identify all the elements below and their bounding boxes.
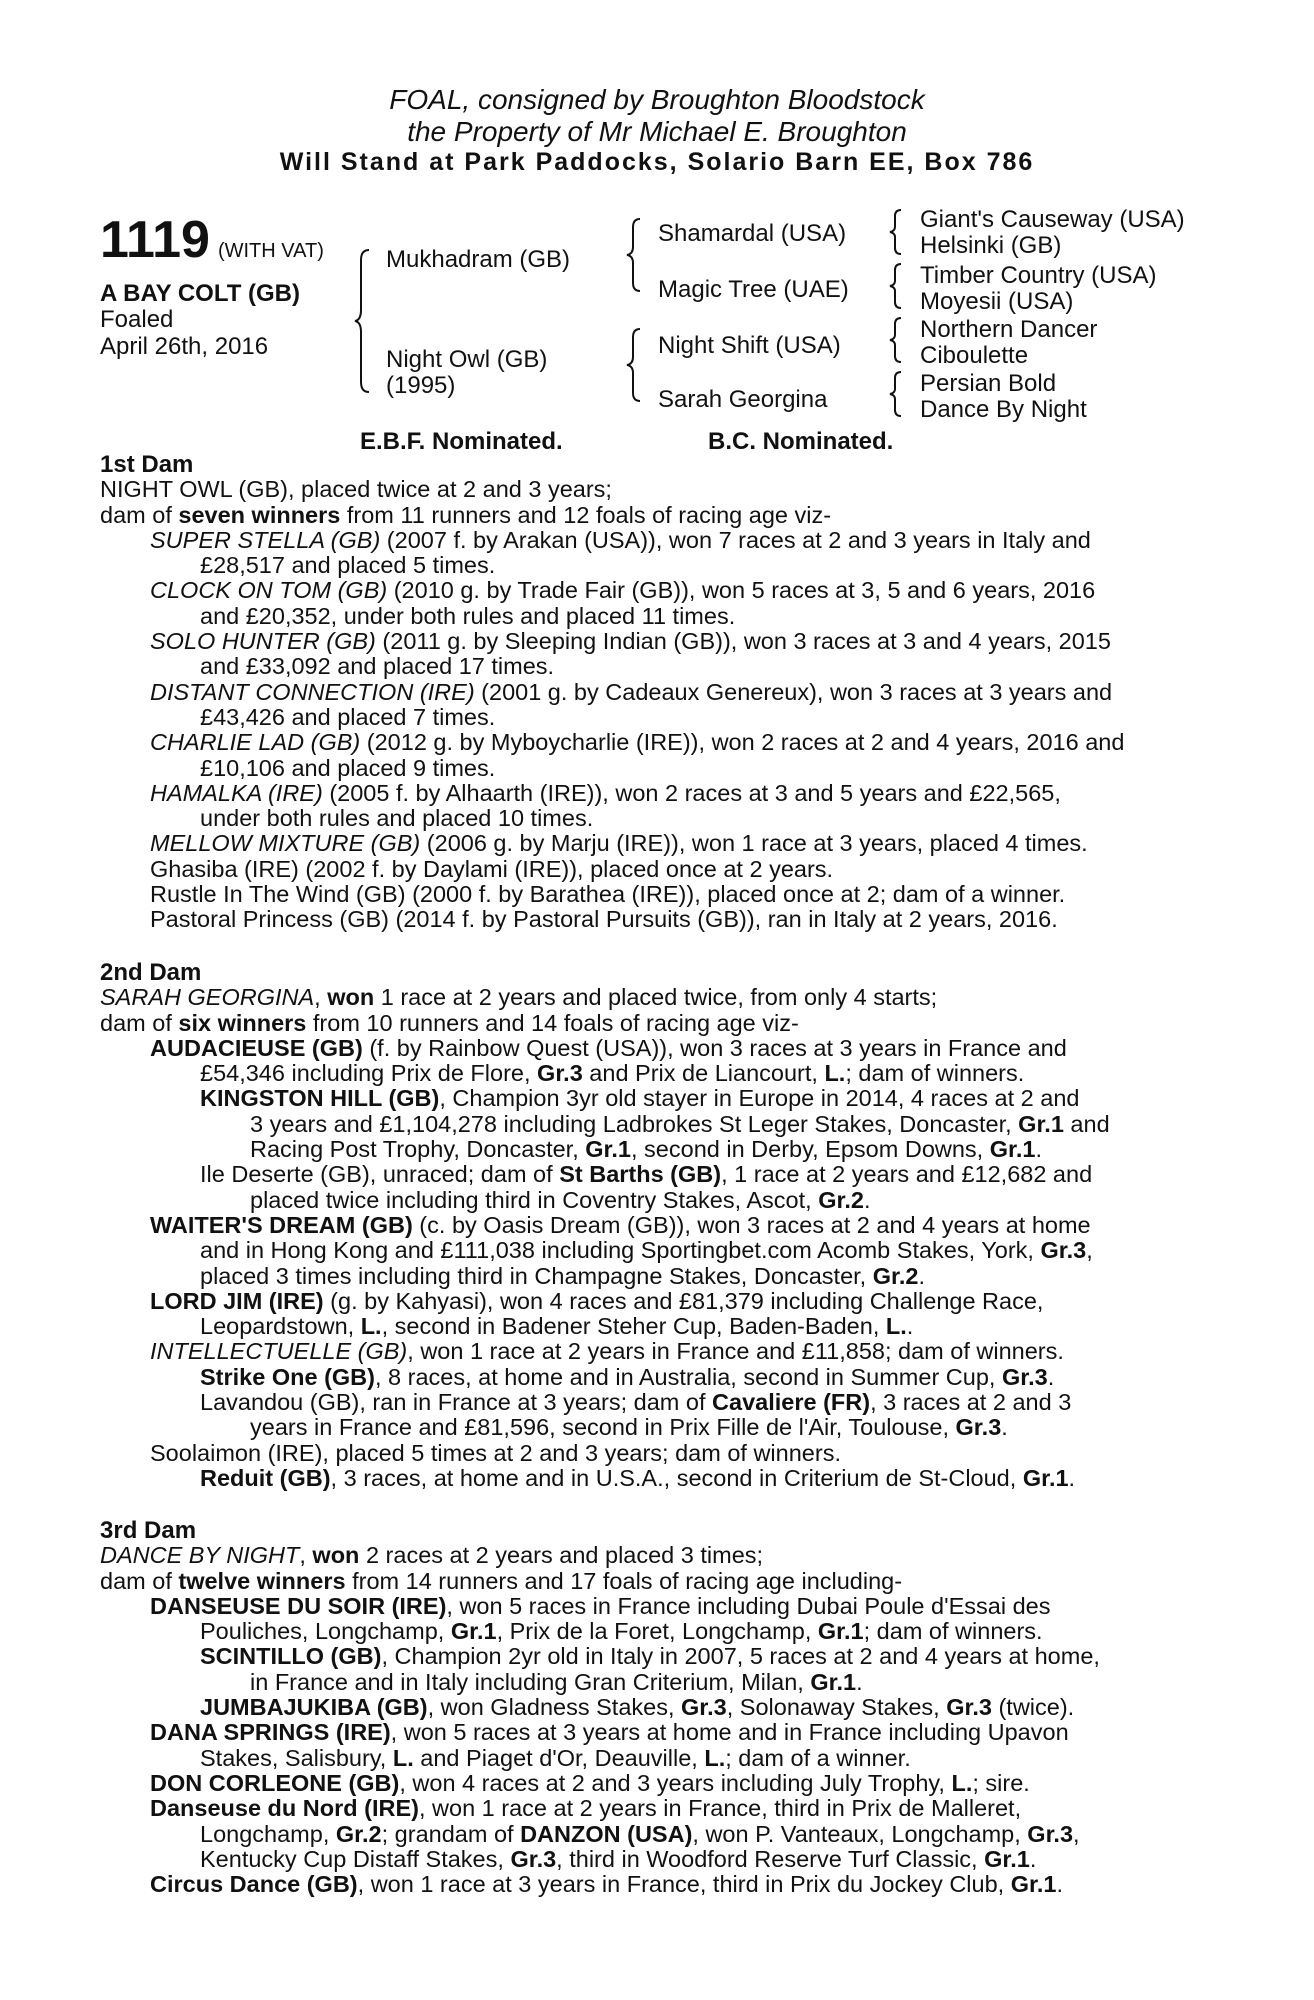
produce-entry <box>100 1796 1200 1821</box>
dam-year: (1995) <box>386 372 456 399</box>
grade: Gr.1 <box>1022 1464 1069 1491</box>
text: (2010 g. by Trade Fair (GB)), won 5 races at 3, 5 and 6 years, 2016 <box>387 577 1096 604</box>
text: ; grandam of <box>381 1820 521 1847</box>
text: (twice). <box>991 1694 1075 1721</box>
produce-entry <box>100 528 1200 553</box>
produce-entry: Soolaimon (IRE), placed 5 times at 2 and 3 years; dam of winners. <box>150 1439 841 1466</box>
winners-count: seven winners <box>178 501 341 528</box>
grade: L. <box>392 1744 414 1771</box>
produce-entry: Ghasiba (IRE) (2002 f. by Daylami (IRE)), placed once at 2 years. <box>150 855 834 882</box>
grade: Gr.3 <box>537 1060 583 1087</box>
text: (2001 g. by Cadeaux Genereux), won 3 races at 3 years and <box>474 678 1113 705</box>
stand-location: Will Stand at Park Paddocks, Solario Barn EE, Box 786 <box>279 148 1035 176</box>
dam-produce-summary <box>100 1011 1200 1036</box>
horse-name: DANCE BY NIGHT <box>100 1542 300 1569</box>
produce-entry <box>100 781 1200 806</box>
grandchild-entry <box>100 1086 1200 1111</box>
dam-produce-summary <box>100 1569 1200 1594</box>
text: ; dam of winners. <box>863 1618 1043 1645</box>
text: , <box>1086 1237 1093 1264</box>
grandchild-entry <box>100 1644 1200 1669</box>
grandsire-6: Ciboulette <box>920 342 1029 369</box>
produce-entry-cont <box>100 1619 1200 1644</box>
text: and in Hong Kong and £111,038 including Sportingbet.com Acomb Stakes, York, <box>200 1237 1041 1264</box>
grade: Gr.1 <box>810 1668 857 1695</box>
horse-name: DANZON (USA) <box>520 1820 693 1847</box>
text: , won 1 race at 3 years in France, third in Prix du Jockey Club, <box>357 1871 1011 1898</box>
horse-name: DON CORLEONE (GB) <box>150 1769 400 1796</box>
grade: Gr.2 <box>872 1262 919 1289</box>
text: Kentucky Cup Distaff Stakes, <box>200 1845 511 1872</box>
grade: Gr.3 <box>955 1414 1002 1441</box>
horse-name: SARAH GEORGINA <box>100 984 315 1011</box>
text: . <box>1047 1363 1055 1390</box>
produce-entry <box>100 1771 1200 1796</box>
text: Pouliches, Longchamp, <box>200 1618 451 1645</box>
grade: Gr.3 <box>681 1694 727 1721</box>
text: , <box>1073 1820 1080 1847</box>
produce-entry-cont <box>100 1847 1200 1872</box>
horse-name: CLOCK ON TOM (GB) <box>150 577 388 604</box>
produce-entry-cont <box>100 1238 1200 1263</box>
grandchild-entry <box>100 1466 1200 1491</box>
grade: Gr.1 <box>585 1136 631 1163</box>
grade: Gr.1 <box>1018 1110 1064 1137</box>
produce-entry-cont: £28,517 and placed 5 times. <box>200 552 496 579</box>
text: (c. by Oasis Dream (GB)), won 3 races at 2 and 4 years at home <box>412 1211 1091 1238</box>
horse-name: JUMBAJUKIBA (GB) <box>200 1694 428 1721</box>
grade: Gr.3 <box>946 1694 992 1721</box>
grade: L. <box>360 1313 382 1340</box>
dam-sire: Night Shift (USA) <box>658 332 841 359</box>
horse-name: CHARLIE LAD (GB) <box>150 729 361 756</box>
text: , 3 races, at home and in U.S.A., second in Criterium de St-Cloud, <box>330 1464 1023 1491</box>
text: in France and in Italy including Gran Criterium, Milan, <box>250 1668 811 1695</box>
dam-intro: NIGHT OWL (GB), placed twice at 2 and 3 years; <box>100 476 612 503</box>
text: ; sire. <box>972 1769 1030 1796</box>
text: dam of <box>100 1009 179 1036</box>
produce-entry-cont <box>100 1822 1200 1847</box>
text: 2 races at 2 years and placed 3 times; <box>359 1542 764 1569</box>
lot-number <box>100 210 324 270</box>
grandchild-entry-cont <box>100 1112 1200 1137</box>
grandsire-4: Moyesii (USA) <box>920 288 1074 315</box>
text: (2012 g. by Myboycharlie (IRE)), won 2 races at 2 and 4 years, 2016 and <box>360 729 1125 756</box>
horse-name: St Barths (GB) <box>559 1161 722 1188</box>
text: , second in Derby, Epsom Downs, <box>631 1136 990 1163</box>
pedigree-brace-g3 <box>890 316 904 364</box>
grade: L. <box>885 1313 907 1340</box>
vat-note: (WITH VAT) <box>217 240 324 262</box>
bc-nominated: B.C. Nominated. <box>708 428 894 455</box>
text: , Champion 2yr old in Italy in 2007, 5 races at 2 and 4 years at home, <box>381 1643 1100 1670</box>
text: , Solonaway Stakes, <box>726 1694 947 1721</box>
lot-title: A BAY COLT (GB) <box>100 280 301 307</box>
grandsire-2: Helsinki (GB) <box>920 232 1062 259</box>
horse-name: SCINTILLO (GB) <box>200 1643 382 1670</box>
first-dam-section <box>100 452 1200 933</box>
produce-entry <box>100 1872 1200 1897</box>
text: , won 1 race at 2 years in France, third in Prix de Malleret, <box>418 1795 1022 1822</box>
grandsire-7: Persian Bold <box>920 370 1057 397</box>
grade: L. <box>824 1060 846 1087</box>
horse-name: DANA SPRINGS (IRE) <box>150 1719 391 1746</box>
text: from 10 runners and 14 foals of racing age viz- <box>306 1009 799 1036</box>
produce-entry-cont <box>100 1314 1200 1339</box>
text: (g. by Kahyasi), won 4 races and £81,379 including Challenge Race, <box>323 1287 1044 1314</box>
text: . <box>863 1186 871 1213</box>
text: , Champion 3yr old stayer in Europe in 2014, 4 races at 2 and <box>439 1085 1080 1112</box>
produce-entry-cont: and £20,352, under both rules and placed 11 times. <box>200 602 736 629</box>
text: , won Gladness Stakes, <box>427 1694 682 1721</box>
text: ; dam of winners. <box>845 1060 1025 1087</box>
text: , won 5 races in France including Dubai Poule d'Essai des <box>446 1592 1051 1619</box>
winners-count: twelve winners <box>178 1567 346 1594</box>
text: and Piaget d'Or, Deauville, <box>413 1744 705 1771</box>
grandsire-1: Giant's Causeway (USA) <box>920 206 1185 233</box>
text: , 8 races, at home and in Australia, second in Summer Cup, <box>374 1363 1002 1390</box>
section-heading: 3rd Dam <box>100 1517 197 1544</box>
horse-name: SOLO HUNTER (GB) <box>150 628 376 655</box>
grandchild-entry-cont <box>100 1415 1200 1440</box>
text: (2011 g. by Sleeping Indian (GB)), won 3 races at 3 and 4 years, 2015 <box>375 628 1111 655</box>
pedigree-brace-main <box>355 248 375 394</box>
dam-intro <box>100 985 1200 1010</box>
consignor-line: FOAL, consigned by Broughton Bloodstock <box>389 84 925 115</box>
produce-entry <box>100 1339 1200 1364</box>
produce-entry-cont <box>100 1061 1200 1086</box>
text: , <box>314 984 328 1011</box>
lot-number-value: 1119 <box>100 211 210 269</box>
second-dam-section <box>100 960 1200 1491</box>
sire: Mukhadram (GB) <box>386 246 571 273</box>
text: Lavandou (GB), ran in France at 3 years; dam of <box>200 1389 713 1416</box>
grandchild-entry-cont <box>100 1670 1200 1695</box>
text: . <box>856 1668 863 1695</box>
grade: Gr.3 <box>1001 1363 1048 1390</box>
dam-dam: Sarah Georgina <box>658 386 828 413</box>
third-dam-section <box>100 1518 1200 1897</box>
horse-name: INTELLECTUELLE (GB) <box>150 1338 408 1365</box>
horse-name: Cavaliere (FR) <box>712 1389 871 1416</box>
text: , <box>299 1542 313 1569</box>
grandsire-5: Northern Dancer <box>920 316 1098 343</box>
text: . <box>1001 1414 1008 1441</box>
text: , second in Badener Steher Cup, Baden-Baden, <box>381 1313 886 1340</box>
text: , 3 races at 2 and 3 <box>870 1389 1072 1416</box>
text: , Prix de la Foret, Longchamp, <box>496 1618 818 1645</box>
grandchild-entry <box>100 1390 1200 1415</box>
grade: Gr.3 <box>510 1845 557 1872</box>
text: , won P. Vanteaux, Longchamp, <box>692 1820 1028 1847</box>
horse-name: HAMALKA (IRE) <box>150 779 323 806</box>
horse-name: DANSEUSE DU SOIR (IRE) <box>150 1592 447 1619</box>
text: . <box>1056 1871 1063 1898</box>
grade: Gr.1 <box>450 1618 497 1645</box>
foaled-date: April 26th, 2016 <box>100 333 269 360</box>
text: Leopardstown, <box>200 1313 361 1340</box>
text: (2006 g. by Marju (IRE)), won 1 race at 3 years, placed 4 times. <box>420 830 1088 857</box>
text: 3 years and £1,104,278 including Ladbrokes St Leger Stakes, Doncaster, <box>250 1110 1019 1137</box>
produce-entry <box>100 730 1200 755</box>
pedigree-brace-g4 <box>890 370 904 418</box>
produce-entry-cont: £10,106 and placed 9 times. <box>200 754 496 781</box>
text: Ile Deserte (GB), unraced; dam of <box>200 1161 560 1188</box>
produce-entry: Pastoral Princess (GB) (2014 f. by Pastoral Pursuits (GB)), ran in Italy at 2 years, 2016. <box>150 906 1058 933</box>
produce-entry-cont: under both rules and placed 10 times. <box>200 805 594 832</box>
text: (2007 f. by Arakan (USA)), won 7 races at 2 and 3 years in Italy and <box>380 526 1091 553</box>
text: dam of <box>100 1567 179 1594</box>
pedigree-brace-sire <box>627 217 645 293</box>
horse-name: Reduit (GB) <box>200 1464 331 1491</box>
grandchild-entry-cont <box>100 1188 1200 1213</box>
grandchild-entry <box>100 1365 1200 1390</box>
produce-entry <box>100 578 1200 603</box>
ebf-nominated: E.B.F. Nominated. <box>360 428 563 455</box>
produce-entry <box>100 831 1200 856</box>
text: years in France and £81,596, second in Prix Fille de l'Air, Toulouse, <box>250 1414 956 1441</box>
text: placed twice including third in Coventry Stakes, Ascot, <box>250 1186 819 1213</box>
produce-entry: Rustle In The Wind (GB) (2000 f. by Barathea (IRE)), placed once at 2; dam of a winner. <box>150 881 1066 908</box>
text: . <box>1035 1136 1043 1163</box>
won-text: won <box>327 984 375 1011</box>
horse-name: WAITER'S DREAM (GB) <box>150 1211 413 1238</box>
section-heading: 2nd Dam <box>100 959 202 986</box>
grade: Gr.1 <box>817 1618 864 1645</box>
text: (f. by Rainbow Quest (USA)), won 3 races at 3 years in France and <box>362 1034 1067 1061</box>
horse-name: KINGSTON HILL (GB) <box>200 1085 440 1112</box>
grade: L. <box>951 1769 973 1796</box>
dam: Night Owl (GB) <box>386 346 548 373</box>
horse-name: Circus Dance (GB) <box>150 1871 358 1898</box>
produce-entry <box>100 1289 1200 1314</box>
sire-dam: Magic Tree (UAE) <box>658 276 849 303</box>
grade: Gr.1 <box>989 1136 1036 1163</box>
grade: Gr.3 <box>1040 1237 1087 1264</box>
text: (2005 f. by Alhaarth (IRE)), won 2 races at 3 and 5 years and £22,565, <box>322 779 1061 806</box>
text: from 11 runners and 12 foals of racing age viz- <box>340 501 832 528</box>
dam-produce-summary <box>100 503 1200 528</box>
grandsire-8: Dance By Night <box>920 396 1087 423</box>
horse-name: DISTANT CONNECTION (IRE) <box>150 678 475 705</box>
text: . <box>918 1262 925 1289</box>
grandchild-entry <box>100 1695 1200 1720</box>
grade: L. <box>704 1744 726 1771</box>
grade: Gr.1 <box>984 1845 1030 1872</box>
text: . <box>1068 1464 1076 1491</box>
section-heading: 1st Dam <box>100 451 194 478</box>
text: and Prix de Liancourt, <box>582 1060 825 1087</box>
text: , 1 race at 2 years and £12,682 and <box>721 1161 1093 1188</box>
produce-entry <box>100 1036 1200 1061</box>
pedigree-brace-dam <box>627 327 645 403</box>
grade: Gr.2 <box>335 1820 382 1847</box>
text: , won 4 races at 2 and 3 years including July Trophy, <box>399 1769 952 1796</box>
text: Racing Post Trophy, Doncaster, <box>250 1136 586 1163</box>
produce-entry-cont <box>100 1746 1200 1771</box>
property-line: the Property of Mr Michael E. Broughton <box>407 116 907 147</box>
grade: Gr.1 <box>1010 1871 1057 1898</box>
horse-name: AUDACIEUSE (GB) <box>150 1034 363 1061</box>
text: , won 5 races at 3 years at home and in France including Upavon <box>390 1719 1069 1746</box>
grade: Gr.3 <box>1027 1820 1074 1847</box>
text: , third in Woodford Reserve Turf Classic, <box>556 1845 985 1872</box>
text: Longchamp, <box>200 1820 336 1847</box>
pedigree-brace-g2 <box>890 262 904 310</box>
text: 1 race at 2 years and placed twice, from only 4 starts; <box>374 984 938 1011</box>
horse-name: LORD JIM (IRE) <box>150 1287 324 1314</box>
horse-name: Danseuse du Nord (IRE) <box>150 1795 419 1822</box>
foaled-label: Foaled <box>100 306 174 333</box>
produce-entry <box>100 1594 1200 1619</box>
text: . <box>906 1313 914 1340</box>
dam-intro <box>100 1543 1200 1568</box>
text: from 14 runners and 17 foals of racing age including- <box>345 1567 903 1594</box>
grade: Gr.2 <box>818 1186 864 1213</box>
produce-entry <box>100 629 1200 654</box>
text: £54,346 including Prix de Flore, <box>200 1060 538 1087</box>
horse-name: Strike One (GB) <box>200 1363 375 1390</box>
sire-sire: Shamardal (USA) <box>658 220 847 247</box>
grandchild-entry <box>100 1162 1200 1187</box>
produce-entry-cont: £43,426 and placed 7 times. <box>200 703 496 730</box>
horse-name: SUPER STELLA (GB) <box>150 526 381 553</box>
grandchild-entry-cont <box>100 1137 1200 1162</box>
text: ; dam of a winner. <box>725 1744 911 1771</box>
text: placed 3 times including third in Champagne Stakes, Doncaster, <box>200 1262 873 1289</box>
produce-entry <box>100 1720 1200 1745</box>
won-text: won <box>312 1542 360 1569</box>
produce-entry-cont <box>100 1264 1200 1289</box>
produce-entry <box>100 680 1200 705</box>
produce-entry-cont: and £33,092 and placed 17 times. <box>200 653 555 680</box>
text: and <box>1063 1110 1110 1137</box>
text: dam of <box>100 501 179 528</box>
horse-name: MELLOW MIXTURE (GB) <box>150 830 421 857</box>
text: , won 1 race at 2 years in France and £11,858; dam of winners. <box>407 1338 1064 1365</box>
grandsire-3: Timber Country (USA) <box>920 262 1157 289</box>
text: . <box>1029 1845 1037 1872</box>
text: Stakes, Salisbury, <box>200 1744 393 1771</box>
produce-entry <box>100 1213 1200 1238</box>
winners-count: six winners <box>178 1009 307 1036</box>
pedigree-brace-g1 <box>890 208 904 256</box>
